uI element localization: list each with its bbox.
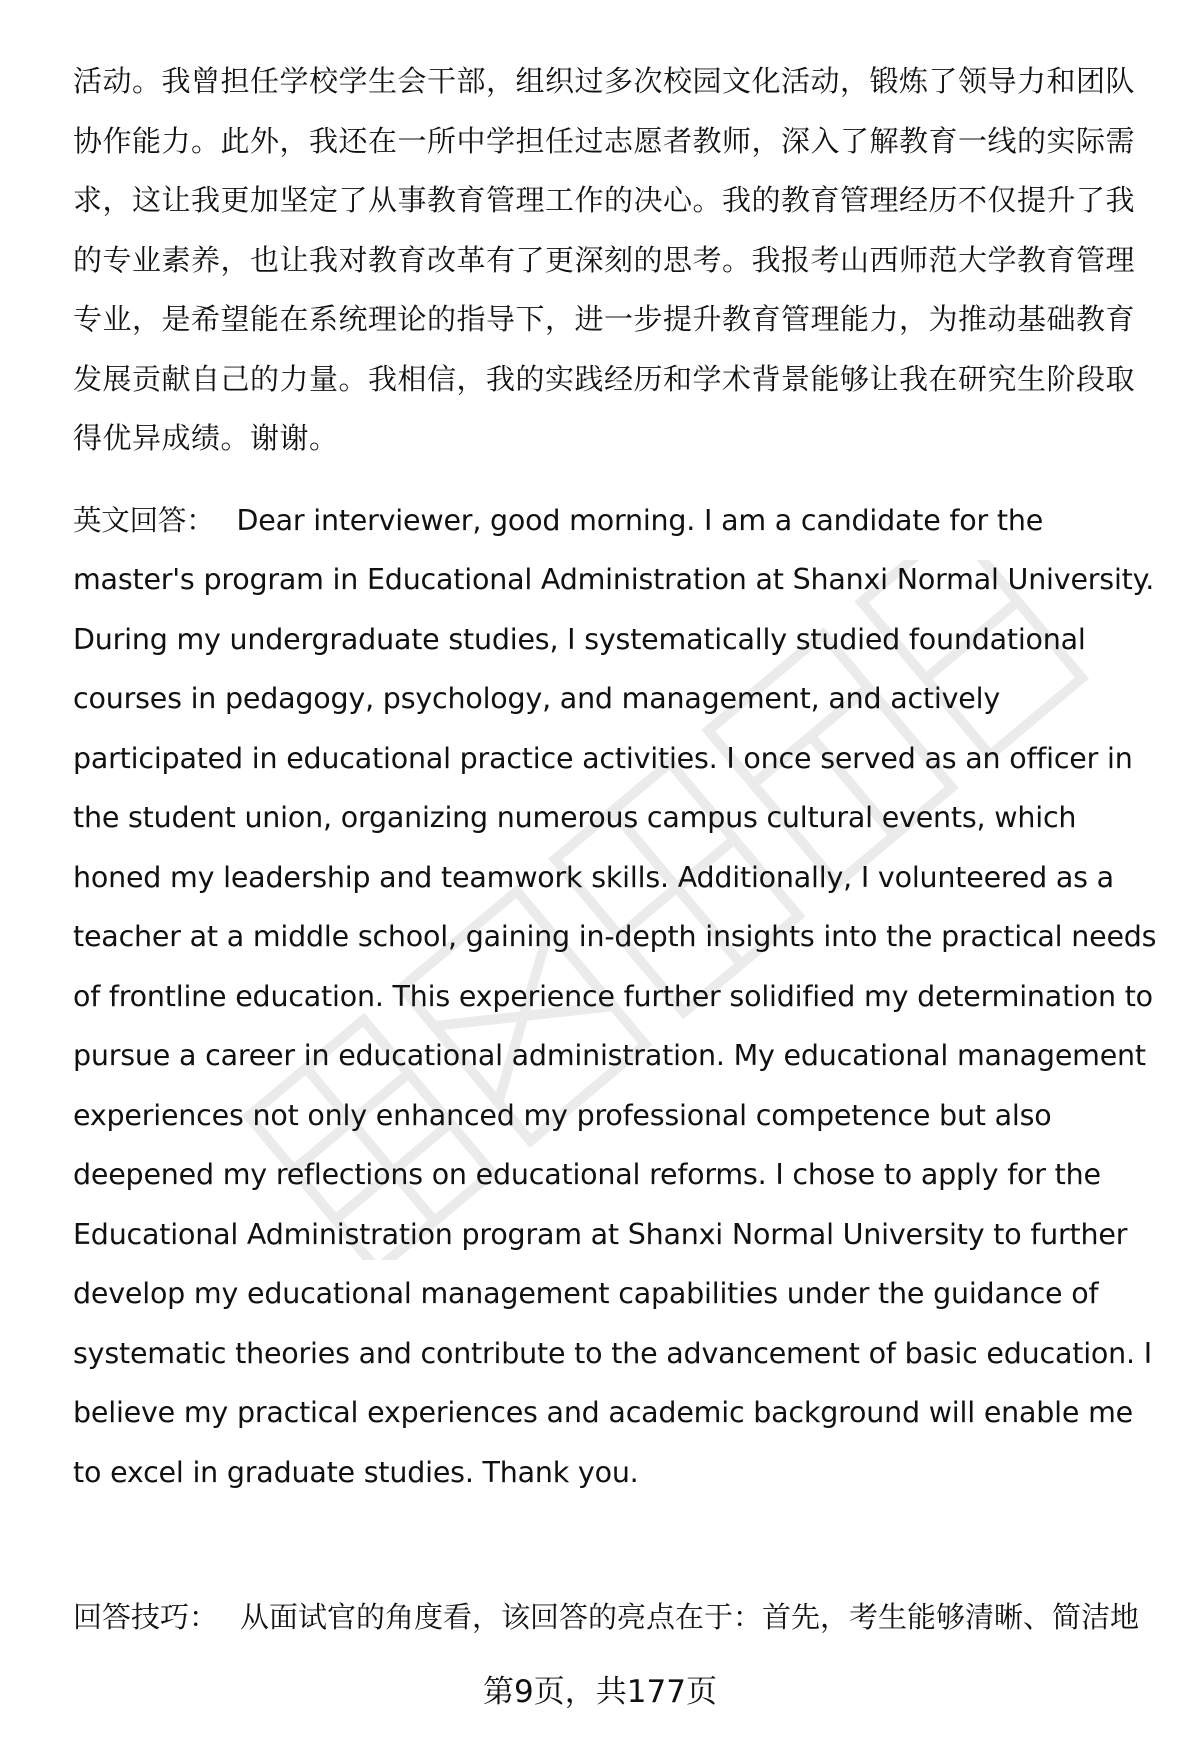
paragraph-gap bbox=[73, 469, 1158, 491]
answer-tips-label: 回答技巧： bbox=[73, 1600, 219, 1634]
english-answer-text: Dear interviewer, good morning. I am a candidate for the master's program in Educational Administration at Shanxi Normal University. During my undergraduate studies, I systematically studied foundational courses in pedagogy, psychology, and management, and actively participated in educational practice activities. I once served as an officer in the student union, organizing numerous campus cultural events, which honed my leadership and teamwork skills. Additionally, I volunteered as a teacher at a middle school, gaining in-depth insights into the practical needs of frontline education. This experience further solidified my determination to pursue a career in educational administration. My educational management experiences not only enhanced my professional competence but also deepened my reflections on educational reforms. I chose to apply for the Educational Administration program at Shanxi Normal University to further develop my educational management capabilities under the guidance of systematic theories and contribute to the advancement of basic education. I believe my practical experiences and academic background will enable me to excel in graduate studies. Thank you. bbox=[73, 503, 1157, 1489]
chinese-answer-paragraph: 活动。我曾担任学校学生会干部，组织过多次校园文化活动，锻炼了领导力和团队协作能力。此外，我还在一所中学担任过志愿者教师，深入了解教育一线的实际需求，这让我更加坚定了从事教育管理工作的决心。我的教育管理经历不仅提升了我的专业素养，也让我对教育改革有了更深刻的思考。我报考山西师范大学教育管理专业，是希望能在系统理论的指导下，进一步提升教育管理能力，为推动基础教育发展贡献自己的力量。我相信，我的实践经历和学术背景能够让我在研究生阶段取得优异成绩。谢谢。 bbox=[73, 64, 1136, 455]
english-answer-paragraph bbox=[73, 491, 1158, 1503]
english-answer-label: 英文回答： bbox=[73, 503, 215, 537]
main-content bbox=[73, 52, 1158, 1502]
answer-tips-line bbox=[73, 1597, 1163, 1637]
page-footer: 第9页，共177页 bbox=[483, 1674, 717, 1710]
answer-tips-text: 从面试官的角度看，该回答的亮点在于：首先，考生能够清晰、简洁地 bbox=[240, 1600, 1140, 1634]
